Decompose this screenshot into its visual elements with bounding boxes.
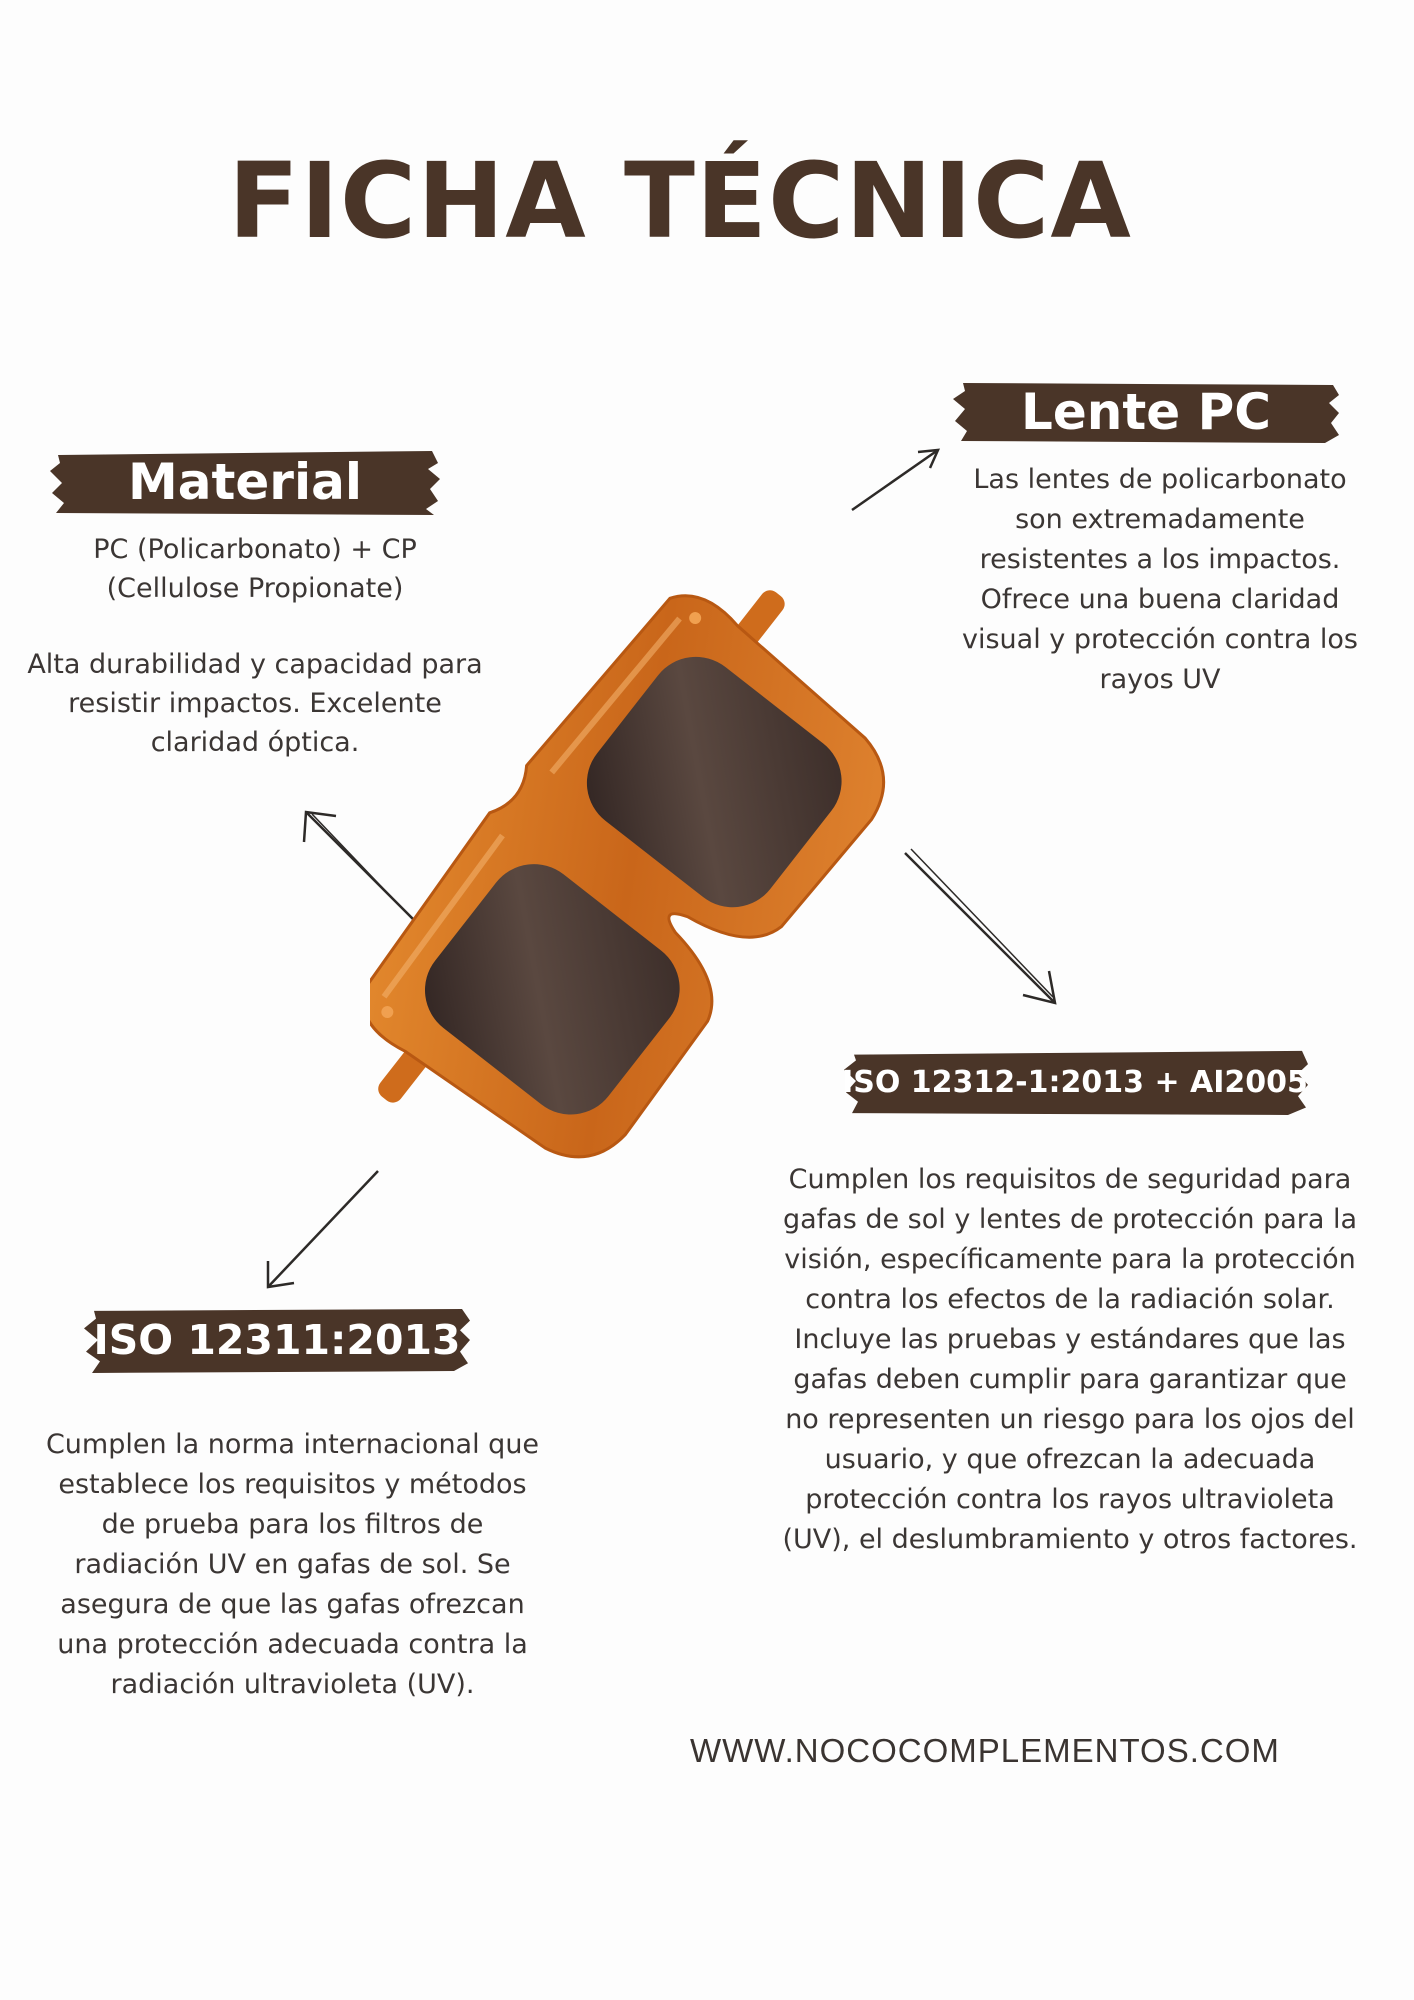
iso12312-line: (UV), el deslumbramiento y otros factores. [782, 1524, 1358, 1555]
iso12311-heading: ISO 12311:2013 [93, 1316, 461, 1364]
iso12312-line: gafas de sol y lentes de protección para la [782, 1204, 1358, 1235]
iso12312-line: gafas deben cumplir para garantizar que [793, 1364, 1347, 1395]
material-heading: Material [128, 453, 362, 511]
material-composition-line1: PC (Policarbonato) + CP [93, 534, 417, 565]
material-desc-line1: Alta durabilidad y capacidad para [27, 649, 483, 680]
iso12312-line: contra los efectos de la radiación solar. [805, 1284, 1335, 1315]
lente-line: resistentes a los impactos. [979, 544, 1341, 575]
lente-line: visual y protección contra los [962, 624, 1358, 655]
iso12312-line: usuario, y que ofrezcan la adecuada [824, 1444, 1316, 1475]
material-desc-line3: claridad óptica. [150, 727, 360, 758]
iso12312-heading: ISO 12312-1:2013 + AI2005 [842, 1064, 1308, 1100]
lente-line: Ofrece una buena claridad [980, 584, 1340, 615]
material-composition-line2: (Cellulose Propionate) [106, 573, 404, 604]
iso12311-line: radiación ultravioleta (UV). [110, 1669, 475, 1700]
iso12312-line: Cumplen los requisitos de seguridad para [788, 1164, 1352, 1195]
iso12312-line: visión, específicamente para la protección [784, 1244, 1356, 1275]
website-link[interactable]: WWW.NOCOCOMPLEMENTOS.COM [690, 1732, 1280, 1769]
iso12311-line: Cumplen la norma internacional que [45, 1429, 540, 1460]
iso12311-line: de prueba para los filtros de [101, 1509, 484, 1540]
iso12311-banner [84, 1307, 470, 1373]
sunglasses-image [370, 500, 930, 1300]
lente-line: Las lentes de policarbonato [973, 464, 1347, 495]
iso12312-line: Incluye las pruebas y estándares que las [794, 1324, 1346, 1355]
material-desc-line2: resistir impactos. Excelente [68, 688, 442, 719]
iso12311-line: radiación UV en gafas de sol. Se [74, 1549, 511, 1580]
iso12311-line: establece los requisitos y métodos [58, 1469, 527, 1500]
iso12312-line: no representen un riesgo para los ojos del [785, 1404, 1355, 1435]
page-title: FICHA TÉCNICA [228, 140, 1132, 262]
lente-heading: Lente PC [1021, 383, 1271, 441]
iso12312-line: protección contra los rayos ultravioleta [805, 1484, 1335, 1515]
lente-line: son extremadamente [1015, 504, 1305, 535]
lente-line: rayos UV [1099, 664, 1221, 695]
lente-banner [953, 379, 1339, 445]
iso12311-line: una protección adecuada contra la [57, 1629, 528, 1660]
iso12311-line: asegura de que las gafas ofrezcan [60, 1589, 525, 1620]
arrow-to-iso12311-icon [258, 1165, 388, 1295]
